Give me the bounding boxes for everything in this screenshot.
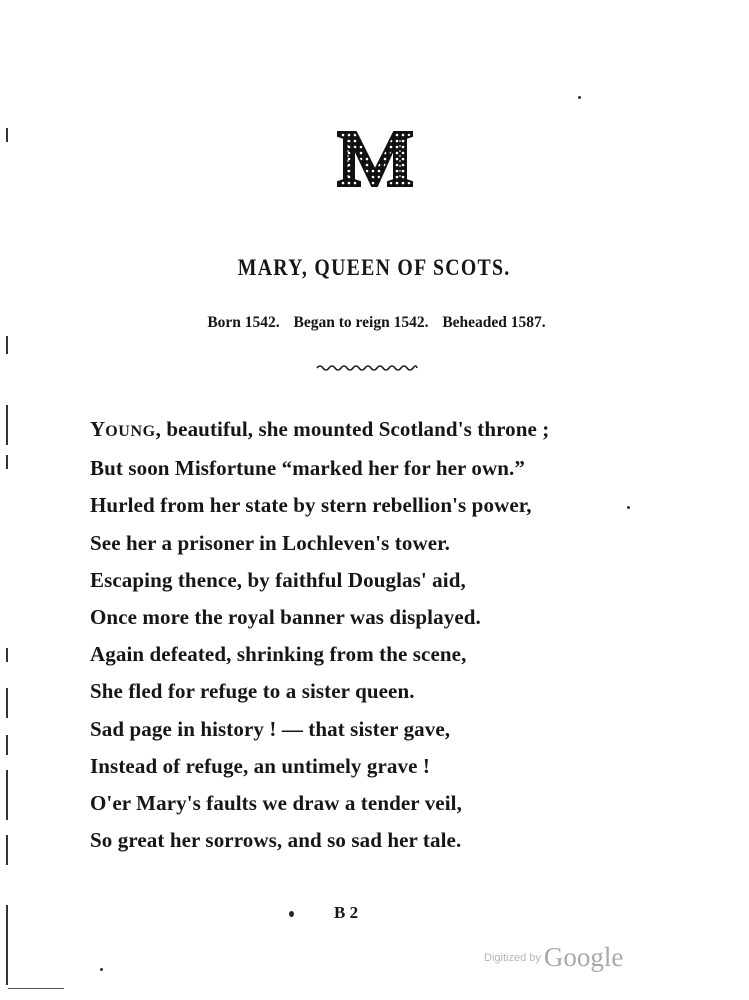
poem (90, 411, 650, 859)
scan-edge-mark (6, 688, 8, 718)
beheaded-date: Beheaded 1587. (442, 314, 546, 331)
scan-edge-mark (6, 770, 8, 820)
poem-first-line-rest: , beautiful, she mounted Scotland's throne ; (155, 417, 550, 441)
poem-line (90, 411, 650, 450)
scan-edge-mark (6, 405, 8, 445)
ornamental-rule (315, 360, 419, 370)
scan-edge-mark (6, 455, 8, 469)
reign-date: Began to reign 1542. (293, 314, 429, 331)
scan-speck (578, 96, 581, 99)
scan-speck (100, 968, 103, 971)
watermark-brand: Google (543, 942, 624, 972)
bullet-icon (289, 911, 294, 917)
poem-line: Once more the royal banner was displayed. (90, 605, 481, 630)
scan-edge-rule (8, 988, 64, 989)
poem-line: Again defeated, shrinking from the scene, (90, 642, 467, 667)
scan-edge-mark (6, 648, 8, 662)
poem-line: See her a prisoner in Lochleven's tower. (90, 530, 451, 555)
poem-line: Escaping thence, by faithful Douglas' aid, (90, 567, 466, 592)
decorative-initial-m (334, 126, 416, 190)
poem-line: Instead of refuge, an untimely grave ! (90, 753, 430, 778)
poem-line: Hurled from her state by stern rebellion's power, (90, 493, 532, 518)
poem-line: But soon Misfortune “marked her for her own.” (90, 456, 525, 481)
scan-edge-mark (6, 128, 8, 142)
poem-first-word-rest: OUNG (105, 423, 156, 440)
dates-line (0, 314, 749, 332)
signature-mark (289, 903, 358, 923)
watermark-prefix: Digitized by (484, 951, 541, 964)
poem-line: O'er Mary's faults we draw a tender veil, (90, 791, 462, 816)
poem-line: She fled for refuge to a sister queen. (90, 679, 415, 704)
scan-edge-mark (6, 905, 8, 985)
scan-edge-mark (6, 835, 8, 865)
born-date: Born 1542. (207, 314, 280, 331)
poem-line: Sad page in history ! — that sister gave, (90, 716, 451, 741)
poem-first-word-initial: Y (90, 417, 106, 441)
page-title: MARY, QUEEN OF SCOTS. (237, 255, 511, 280)
folio-label: B 2 (334, 903, 359, 922)
digitization-watermark (484, 942, 623, 973)
poem-line: So great her sorrows, and so sad her tale. (90, 828, 462, 853)
scan-edge-mark (6, 336, 8, 354)
scan-edge-mark (6, 735, 8, 755)
